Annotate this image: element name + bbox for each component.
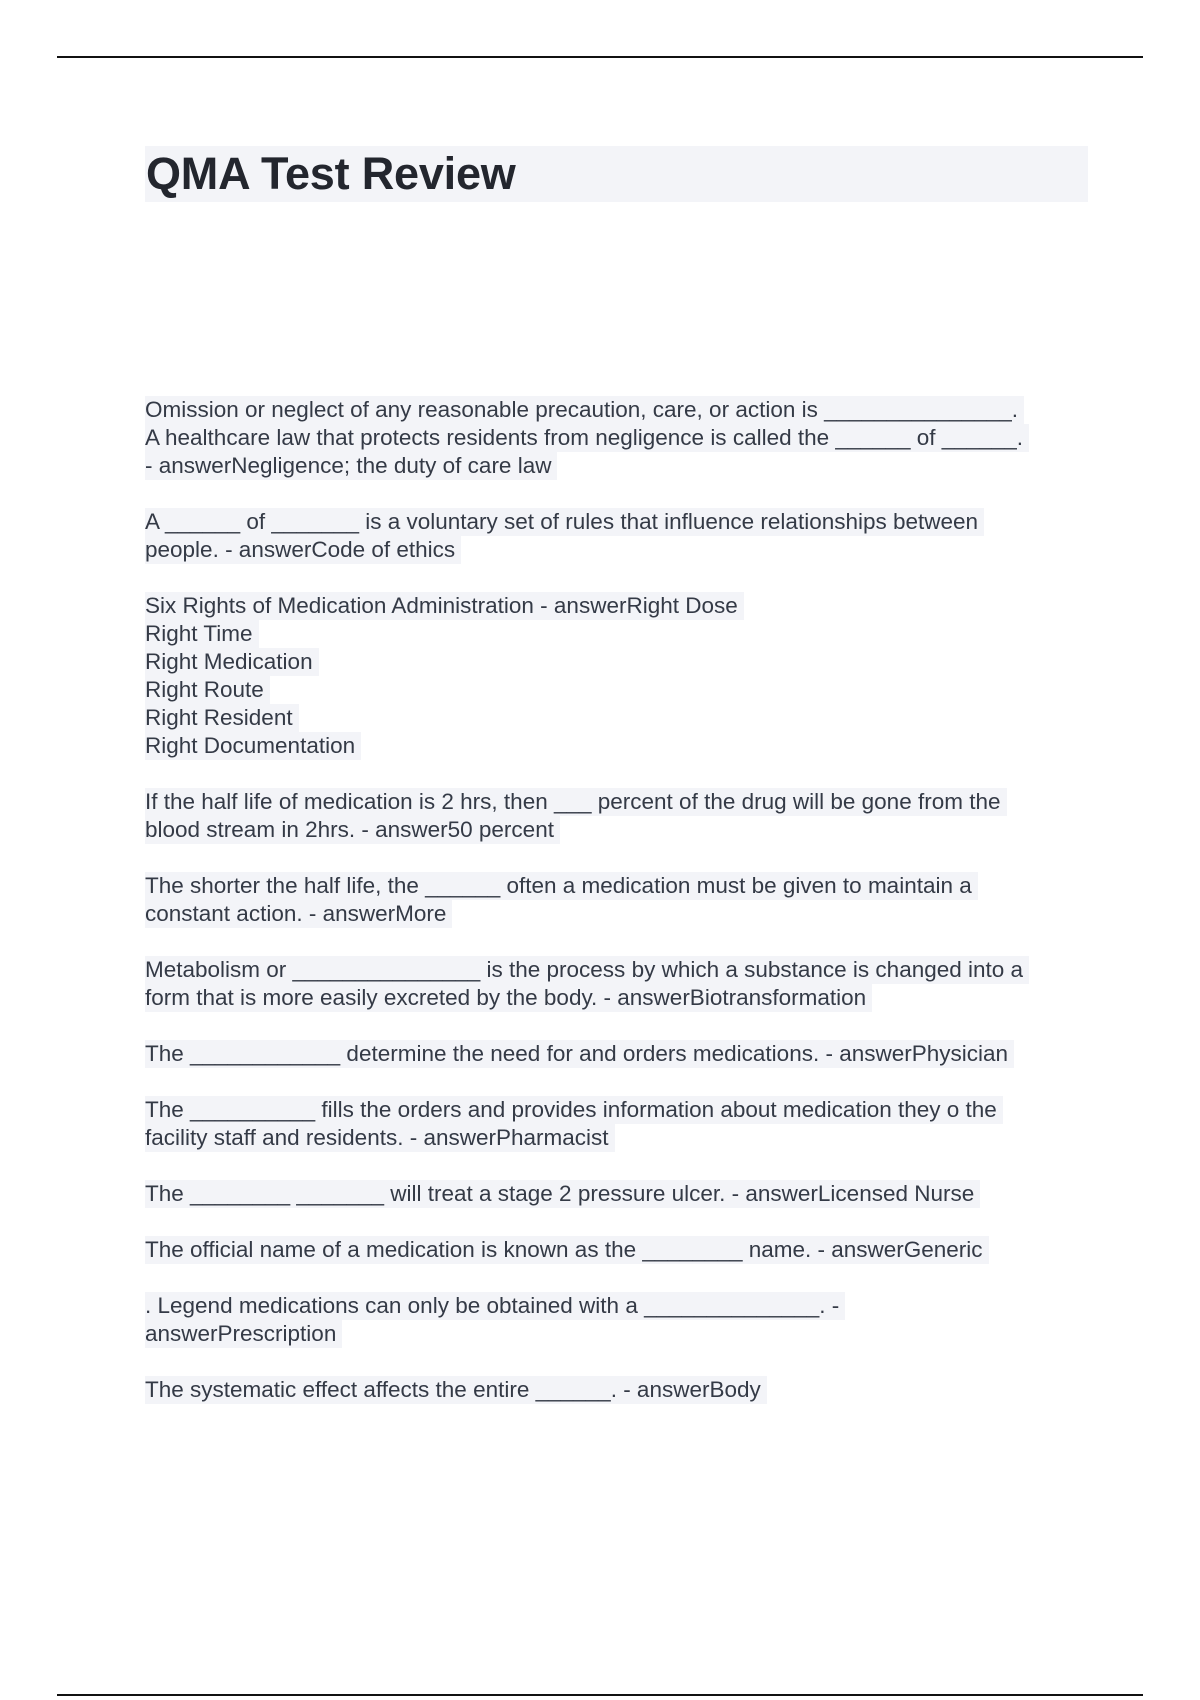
question-line: Right Documentation [145,732,361,760]
question-line: . Legend medications can only be obtained with a ______________. - [145,1292,845,1320]
question-item [145,872,1085,928]
question-line: The shorter the half life, the ______ often a medication must be given to maintain a [145,872,978,900]
page-title: QMA Test Review [146,148,516,199]
question-line: people. - answerCode of ethics [145,536,461,564]
question-line: Right Route [145,676,270,704]
question-line: Right Medication [145,648,319,676]
question-line: The systematic effect affects the entire ______. - answerBody [145,1376,767,1404]
question-line: Right Time [145,620,259,648]
question-line: A ______ of _______ is a voluntary set of rules that influence relationships between [145,508,984,536]
question-item [145,788,1085,844]
question-line: form that is more easily excreted by the body. - answerBiotransformation [145,984,872,1012]
question-item [145,1236,1085,1264]
question-item [145,396,1085,480]
question-line: The ________ _______ will treat a stage 2 pressure ulcer. - answerLicensed Nurse [145,1180,980,1208]
question-item [145,1376,1085,1404]
question-list [145,396,1085,1432]
question-line: A healthcare law that protects residents from negligence is called the ______ of ______. [145,424,1029,452]
question-item [145,508,1085,564]
question-line: blood stream in 2hrs. - answer50 percent [145,816,560,844]
question-line: answerPrescription [145,1320,342,1348]
question-line: Right Resident [145,704,299,732]
question-line: The ____________ determine the need for and orders medications. - answerPhysician [145,1040,1014,1068]
question-item [145,956,1085,1012]
question-line: Metabolism or _______________ is the process by which a substance is changed into a [145,956,1029,984]
question-line: facility staff and residents. - answerPharmacist [145,1124,615,1152]
top-divider [57,56,1143,58]
question-line: The __________ fills the orders and provides information about medication they o the [145,1096,1003,1124]
question-line: Six Rights of Medication Administration - answerRight Dose [145,592,744,620]
question-line: Omission or neglect of any reasonable precaution, care, or action is _______________. [145,396,1024,424]
bottom-divider [57,1694,1143,1696]
question-item [145,1292,1085,1348]
question-line: - answerNegligence; the duty of care law [145,452,557,480]
question-item [145,1040,1085,1068]
question-item [145,1180,1085,1208]
question-line: The official name of a medication is known as the ________ name. - answerGeneric [145,1236,989,1264]
question-item [145,592,1085,760]
question-line: If the half life of medication is 2 hrs, then ___ percent of the drug will be gone from the [145,788,1007,816]
question-line: constant action. - answerMore [145,900,452,928]
question-item [145,1096,1085,1152]
